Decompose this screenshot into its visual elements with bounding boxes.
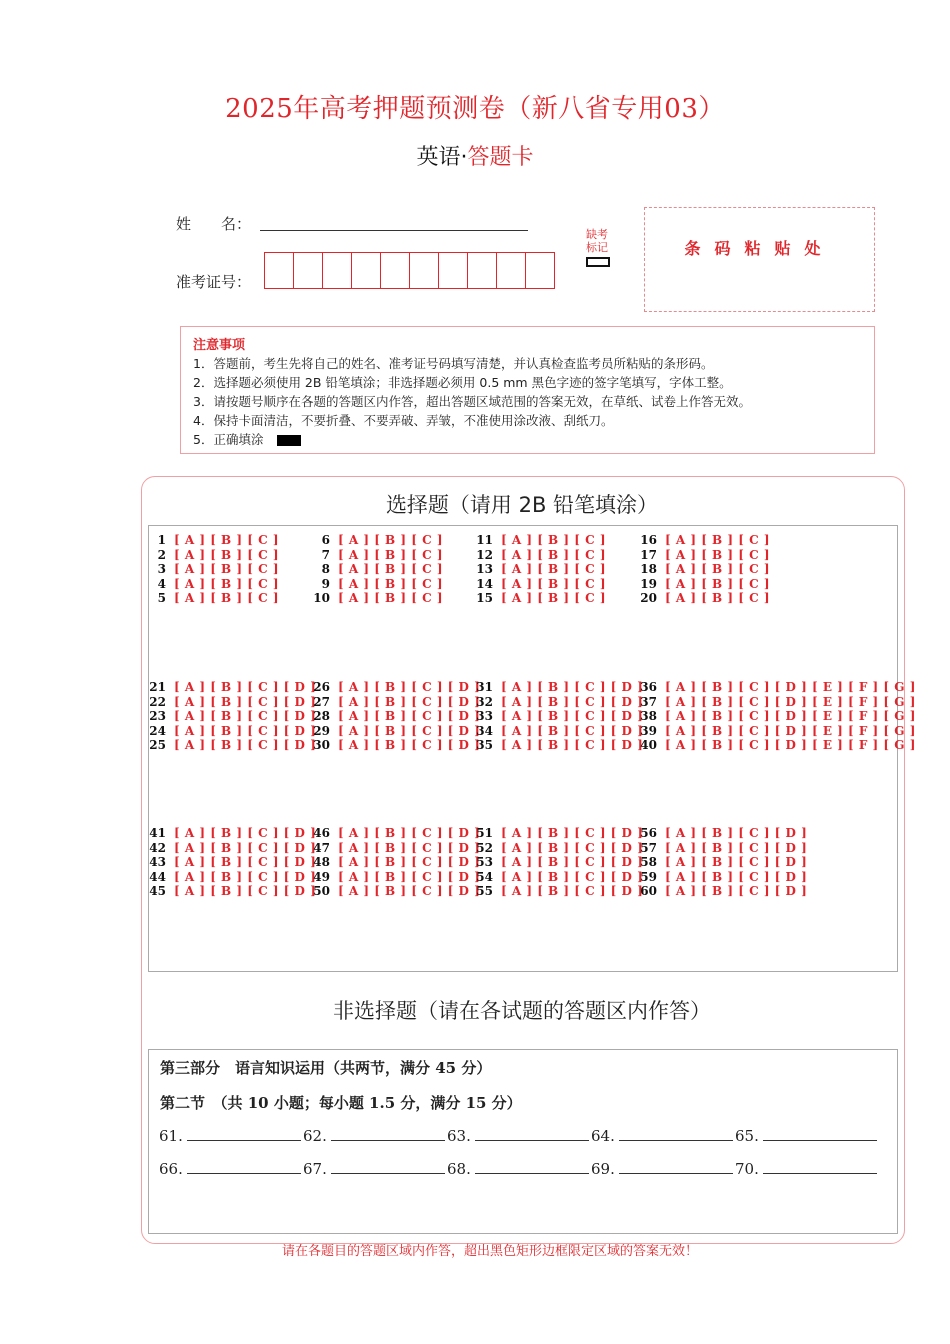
answer-bubbles[interactable]: [ A ] [ B ] [ C ] (665, 547, 770, 562)
answer-bubbles[interactable]: [ A ] [ B ] [ C ] [ D ] (501, 869, 644, 884)
card-subtitle (0, 140, 950, 171)
part-three-title: 第三部分 语言知识运用（共两节，满分 45 分） (160, 1059, 492, 1077)
question-number: 47 (313, 840, 330, 855)
question-number: 55 (476, 884, 493, 899)
answer-bubbles[interactable]: [ A ] [ B ] [ C ] [ D ] (338, 709, 481, 724)
question-row (469, 548, 606, 563)
answer-bubbles[interactable]: [ A ] [ B ] [ C ] (665, 576, 770, 591)
question-row (142, 680, 316, 695)
question-number: 30 (313, 738, 330, 753)
question-number: 5 (157, 591, 166, 606)
blank-number: 64. (591, 1127, 615, 1145)
answer-bubbles[interactable]: [ A ] [ B ] [ C ] [ D ] (665, 869, 808, 884)
exam-id-boxes[interactable] (265, 252, 555, 289)
exam-id-label: 准考证号： (176, 273, 252, 291)
question-row (469, 562, 606, 577)
answer-bubbles[interactable]: [ A ] [ B ] [ C ] [ D ] (501, 826, 644, 840)
answer-bubbles[interactable]: [ A ] [ B ] [ C ] [ D ] (174, 855, 317, 870)
question-row (633, 577, 770, 592)
blank-number: 62. (303, 1127, 327, 1145)
question-row (306, 577, 443, 592)
question-row (633, 884, 807, 899)
question-number: 41 (149, 826, 166, 840)
answer-bubbles[interactable]: [ A ] [ B ] [ C ] [ D ] (501, 884, 644, 899)
question-row (633, 680, 916, 695)
answer-bubbles[interactable]: [ A ] [ B ] [ C ] (174, 576, 279, 591)
question-number: 40 (640, 738, 657, 753)
answer-bubbles[interactable]: [ A ] [ B ] [ C ] [ D ] (174, 694, 317, 709)
question-row (633, 709, 916, 724)
answer-bubbles[interactable]: [ A ] [ B ] [ C ] [ D ] (174, 723, 317, 738)
question-row (306, 695, 480, 710)
question-row (306, 884, 480, 899)
answer-bubbles[interactable]: [ A ] [ B ] [ C ] [ D ] (338, 869, 481, 884)
question-number: 57 (640, 840, 657, 855)
answer-bubbles[interactable]: [ A ] [ B ] [ C ] [ D ] (174, 709, 317, 724)
question-number: 49 (313, 869, 330, 884)
question-number: 45 (149, 884, 166, 899)
question-row (469, 533, 606, 548)
question-number: 58 (640, 855, 657, 870)
question-row (142, 841, 316, 856)
question-number: 19 (640, 576, 657, 591)
answer-bubbles[interactable]: [ A ] [ B ] [ C ] (338, 533, 443, 547)
question-number: 50 (313, 884, 330, 899)
question-number: 4 (157, 576, 166, 591)
question-row (142, 709, 316, 724)
answer-bubbles[interactable]: [ A ] [ B ] [ C ] (174, 562, 279, 577)
blank-answer-line[interactable] (763, 1126, 877, 1141)
question-number: 39 (640, 723, 657, 738)
question-number: 28 (313, 709, 330, 724)
question-number: 13 (476, 562, 493, 577)
question-number: 42 (149, 840, 166, 855)
question-row (469, 826, 643, 841)
question-row (633, 724, 916, 739)
answer-bubbles[interactable]: [ A ] [ B ] [ C ] [ D ] (174, 826, 317, 840)
answer-bubbles[interactable]: [ A ] [ B ] [ C ] [ D ] (501, 680, 644, 694)
answer-bubbles[interactable]: [ A ] [ B ] [ C ] (501, 547, 606, 562)
question-number: 43 (149, 855, 166, 870)
question-row (142, 826, 316, 841)
question-number: 20 (640, 591, 657, 606)
section-two-title: 第二节 （共 10 小题；每小题 1.5 分，满分 15 分） (160, 1094, 522, 1112)
question-row (142, 591, 279, 606)
question-row (469, 695, 643, 710)
footer-warning: 请在各题目的答题区域内作答，超出黑色矩形边框限定区域的答案无效！ (281, 1244, 698, 1259)
notice-title: 注意事项 (193, 338, 246, 353)
question-row (142, 855, 316, 870)
question-row (306, 548, 443, 563)
question-row (306, 591, 443, 606)
blank-number: 69. (591, 1160, 615, 1178)
question-row (142, 533, 279, 548)
blank-number: 63. (447, 1127, 471, 1145)
exam-id-cell[interactable] (525, 252, 555, 289)
answer-bubbles[interactable]: [ A ] [ B ] [ C ] (338, 547, 443, 562)
answer-bubbles[interactable]: [ A ] [ B ] [ C ] (501, 562, 606, 577)
answer-bubbles[interactable]: [ A ] [ B ] [ C ] [ D ] [ E ] [ F ] [ G ] (665, 709, 916, 724)
question-row (469, 855, 643, 870)
answer-bubbles[interactable]: [ A ] [ B ] [ C ] (174, 591, 279, 606)
answer-bubbles[interactable]: [ A ] [ B ] [ C ] [ D ] (174, 840, 317, 855)
exam-id-cell[interactable] (438, 252, 468, 289)
question-number: 36 (640, 680, 657, 694)
question-number: 33 (476, 709, 493, 724)
question-number: 6 (321, 533, 330, 547)
question-number: 10 (313, 591, 330, 606)
blank-answer-line[interactable] (475, 1126, 589, 1141)
blank-answer-line[interactable] (475, 1159, 589, 1174)
absent-mark-label: 缺考标记 (586, 228, 608, 254)
answer-bubbles[interactable]: [ A ] [ B ] [ C ] [ D ] (501, 723, 644, 738)
question-row (306, 709, 480, 724)
answer-bubbles[interactable]: [ A ] [ B ] [ C ] (338, 576, 443, 591)
answer-bubbles[interactable]: [ A ] [ B ] [ C ] (174, 547, 279, 562)
question-number: 59 (640, 869, 657, 884)
answer-bubbles[interactable]: [ A ] [ B ] [ C ] [ D ] [ E ] [ F ] [ G ] (665, 680, 916, 694)
blank-item (159, 1126, 301, 1145)
exam-id-cell[interactable] (380, 252, 410, 289)
answer-bubbles[interactable]: [ A ] [ B ] [ C ] (665, 562, 770, 577)
question-number: 29 (313, 723, 330, 738)
answer-bubbles[interactable]: [ A ] [ B ] [ C ] [ D ] (174, 680, 317, 694)
question-row (306, 562, 443, 577)
blank-item (447, 1126, 589, 1145)
question-row (306, 738, 480, 753)
title-separator: · (460, 145, 468, 170)
question-row (142, 695, 316, 710)
question-number: 18 (640, 562, 657, 577)
blank-item (303, 1126, 445, 1145)
question-row (306, 533, 443, 548)
question-number: 31 (476, 680, 493, 694)
question-row (469, 680, 643, 695)
answer-bubbles[interactable]: [ A ] [ B ] [ C ] [ D ] (338, 840, 481, 855)
notice-item-fill-example (193, 430, 301, 448)
blank-item (159, 1159, 301, 1178)
question-row (469, 870, 643, 885)
answer-bubbles[interactable]: [ A ] [ B ] [ C ] (174, 533, 279, 547)
notice-box (180, 326, 875, 454)
question-number: 23 (149, 709, 166, 724)
question-row (633, 533, 770, 548)
question-row (306, 826, 480, 841)
question-row (142, 577, 279, 592)
question-row (469, 884, 643, 899)
blank-answer-line[interactable] (187, 1126, 301, 1141)
exam-id-cell[interactable] (409, 252, 439, 289)
question-row (633, 855, 807, 870)
question-number: 3 (157, 562, 166, 577)
answer-bubbles[interactable]: [ A ] [ B ] [ C ] [ D ] (338, 884, 481, 899)
question-row (469, 709, 643, 724)
question-number: 7 (321, 547, 330, 562)
blank-item (303, 1159, 445, 1178)
blank-number: 67. (303, 1160, 327, 1178)
question-row (142, 562, 279, 577)
exam-id-cell[interactable] (351, 252, 381, 289)
exam-id-cell[interactable] (264, 252, 294, 289)
answer-bubbles[interactable]: [ A ] [ B ] [ C ] [ D ] (338, 738, 481, 753)
blank-answer-line[interactable] (619, 1126, 733, 1141)
question-row (306, 841, 480, 856)
question-row (469, 577, 606, 592)
multiple-choice-title: 选择题（请用 2B 铅笔填涂） (385, 493, 659, 517)
answer-bubbles[interactable]: [ A ] [ B ] [ C ] [ D ] [ E ] [ F ] [ G ] (665, 723, 916, 738)
question-row (633, 738, 916, 753)
blank-item (735, 1126, 877, 1145)
question-number: 14 (476, 576, 493, 591)
blank-answer-line[interactable] (763, 1159, 877, 1174)
exam-id-cell[interactable] (293, 252, 323, 289)
question-number: 60 (640, 884, 657, 899)
question-number: 54 (476, 869, 493, 884)
question-number: 15 (476, 591, 493, 606)
blank-item (591, 1126, 733, 1145)
question-number: 53 (476, 855, 493, 870)
question-number: 48 (313, 855, 330, 870)
question-number: 11 (476, 533, 493, 547)
answer-bubbles[interactable]: [ A ] [ B ] [ C ] [ D ] (665, 826, 808, 840)
notice-item: 4．保持卡面清洁，不要折叠、不要弄破、弄皱，不准使用涂改液、刮纸刀。 (193, 413, 614, 428)
answer-bubbles[interactable]: [ A ] [ B ] [ C ] [ D ] (174, 884, 317, 899)
blank-number: 61. (159, 1127, 183, 1145)
question-row (633, 695, 916, 710)
answer-bubbles[interactable]: [ A ] [ B ] [ C ] [ D ] (174, 738, 317, 753)
barcode-area (644, 207, 875, 312)
answer-bubbles[interactable]: [ A ] [ B ] [ C ] [ D ] (501, 694, 644, 709)
question-number: 26 (313, 680, 330, 694)
question-number: 1 (157, 533, 166, 547)
answer-bubbles[interactable]: [ A ] [ B ] [ C ] [ D ] (338, 723, 481, 738)
question-row (142, 548, 279, 563)
question-number: 21 (149, 680, 166, 694)
question-number: 25 (149, 738, 166, 753)
notice-item: 3．请按题号顺序在各题的答题区内作答，超出答题区域范围的答案无效，在草纸、试卷上作答无效。 (193, 394, 751, 409)
exam-id-cell[interactable] (467, 252, 497, 289)
answer-bubbles[interactable]: [ A ] [ B ] [ C ] (665, 533, 770, 547)
question-row (469, 724, 643, 739)
page-title: 2025年高考押题预测卷（新八省专用03） (225, 94, 725, 124)
name-field[interactable] (260, 230, 528, 231)
question-row (142, 870, 316, 885)
question-number: 34 (476, 723, 493, 738)
question-number: 24 (149, 723, 166, 738)
question-number: 27 (313, 694, 330, 709)
blank-answer-line[interactable] (331, 1159, 445, 1174)
blank-number: 70. (735, 1160, 759, 1178)
answer-bubbles[interactable]: [ A ] [ B ] [ C ] [ D ] (665, 884, 808, 899)
answer-bubbles[interactable]: [ A ] [ B ] [ C ] (338, 591, 443, 606)
question-row (469, 591, 606, 606)
question-row (633, 591, 770, 606)
question-row (469, 738, 643, 753)
question-number: 38 (640, 709, 657, 724)
blank-number: 68. (447, 1160, 471, 1178)
notice-item-label: 5．正确填涂 (193, 432, 264, 447)
answer-bubbles[interactable]: [ A ] [ B ] [ C ] [ D ] (174, 869, 317, 884)
answer-bubbles[interactable]: [ A ] [ B ] [ C ] [ D ] (501, 709, 644, 724)
card-name-label: 答题卡 (467, 145, 534, 170)
question-row (306, 870, 480, 885)
question-number: 8 (321, 562, 330, 577)
question-number: 44 (149, 869, 166, 884)
question-number: 32 (476, 694, 493, 709)
question-number: 51 (476, 826, 493, 840)
question-row (142, 884, 316, 899)
answer-bubbles[interactable]: [ A ] [ B ] [ C ] [ D ] (665, 855, 808, 870)
exam-id-cell[interactable] (496, 252, 526, 289)
answer-bubbles[interactable]: [ A ] [ B ] [ C ] [ D ] [ E ] [ F ] [ G ] (665, 738, 916, 753)
non-choice-title: 非选择题（请在各试题的答题区内作答） (333, 999, 711, 1023)
question-row (306, 724, 480, 739)
blank-number: 66. (159, 1160, 183, 1178)
barcode-label: 条码粘贴处 (684, 239, 835, 258)
question-number: 2 (157, 547, 166, 562)
answer-bubbles[interactable]: [ A ] [ B ] [ C ] (501, 576, 606, 591)
question-number: 16 (640, 533, 657, 547)
question-number: 56 (640, 826, 657, 840)
name-label: 姓 名： (176, 215, 252, 233)
notice-item: 2．选择题必须使用 2B 铅笔填涂；非选择题必须用 0.5 mm 黑色字迹的签字笔填写，字体工整。 (193, 375, 732, 390)
question-number: 35 (476, 738, 493, 753)
question-row (633, 562, 770, 577)
question-row (633, 548, 770, 563)
answer-bubbles[interactable]: [ A ] [ B ] [ C ] [ D ] (501, 738, 644, 753)
answer-bubbles[interactable]: [ A ] [ B ] [ C ] (501, 591, 606, 606)
blank-item (735, 1159, 877, 1178)
question-row (633, 870, 807, 885)
question-row (306, 680, 480, 695)
question-number: 37 (640, 694, 657, 709)
answer-bubbles[interactable]: [ A ] [ B ] [ C ] [ D ] (665, 840, 808, 855)
blank-answer-line[interactable] (619, 1159, 733, 1174)
question-row (469, 841, 643, 856)
question-number: 22 (149, 694, 166, 709)
question-number: 46 (313, 826, 330, 840)
question-row (142, 724, 316, 739)
correct-fill-sample (277, 435, 301, 446)
question-row (142, 738, 316, 753)
answer-bubbles[interactable]: [ A ] [ B ] [ C ] (501, 533, 606, 547)
question-row (306, 855, 480, 870)
answer-bubbles[interactable]: [ A ] [ B ] [ C ] [ D ] [ E ] [ F ] [ G ] (665, 694, 916, 709)
question-number: 52 (476, 840, 493, 855)
answer-bubbles[interactable]: [ A ] [ B ] [ C ] [ D ] (501, 855, 644, 870)
question-number: 17 (640, 547, 657, 562)
answer-bubbles[interactable]: [ A ] [ B ] [ C ] [ D ] (338, 826, 481, 840)
answer-bubbles[interactable]: [ A ] [ B ] [ C ] [ D ] (338, 694, 481, 709)
blank-item (591, 1159, 733, 1178)
answer-bubbles[interactable]: [ A ] [ B ] [ C ] [ D ] (501, 840, 644, 855)
subject-label: 英语 (416, 145, 461, 170)
question-number: 9 (321, 576, 330, 591)
blank-number: 65. (735, 1127, 759, 1145)
exam-id-cell[interactable] (322, 252, 352, 289)
question-row (633, 826, 807, 841)
answer-bubbles[interactable]: [ A ] [ B ] [ C ] (665, 591, 770, 606)
question-number: 12 (476, 547, 493, 562)
answer-bubbles[interactable]: [ A ] [ B ] [ C ] [ D ] (338, 855, 481, 870)
question-row (633, 841, 807, 856)
notice-item: 1．答题前，考生先将自己的姓名、准考证号码填写清楚，并认真检查监考员所粘贴的条形码。 (193, 356, 714, 371)
blank-answer-line[interactable] (331, 1126, 445, 1141)
blank-item (447, 1159, 589, 1178)
answer-bubbles[interactable]: [ A ] [ B ] [ C ] [ D ] (338, 680, 481, 694)
absent-mark-box[interactable] (586, 257, 610, 267)
blank-answer-line[interactable] (187, 1159, 301, 1174)
answer-bubbles[interactable]: [ A ] [ B ] [ C ] (338, 562, 443, 577)
